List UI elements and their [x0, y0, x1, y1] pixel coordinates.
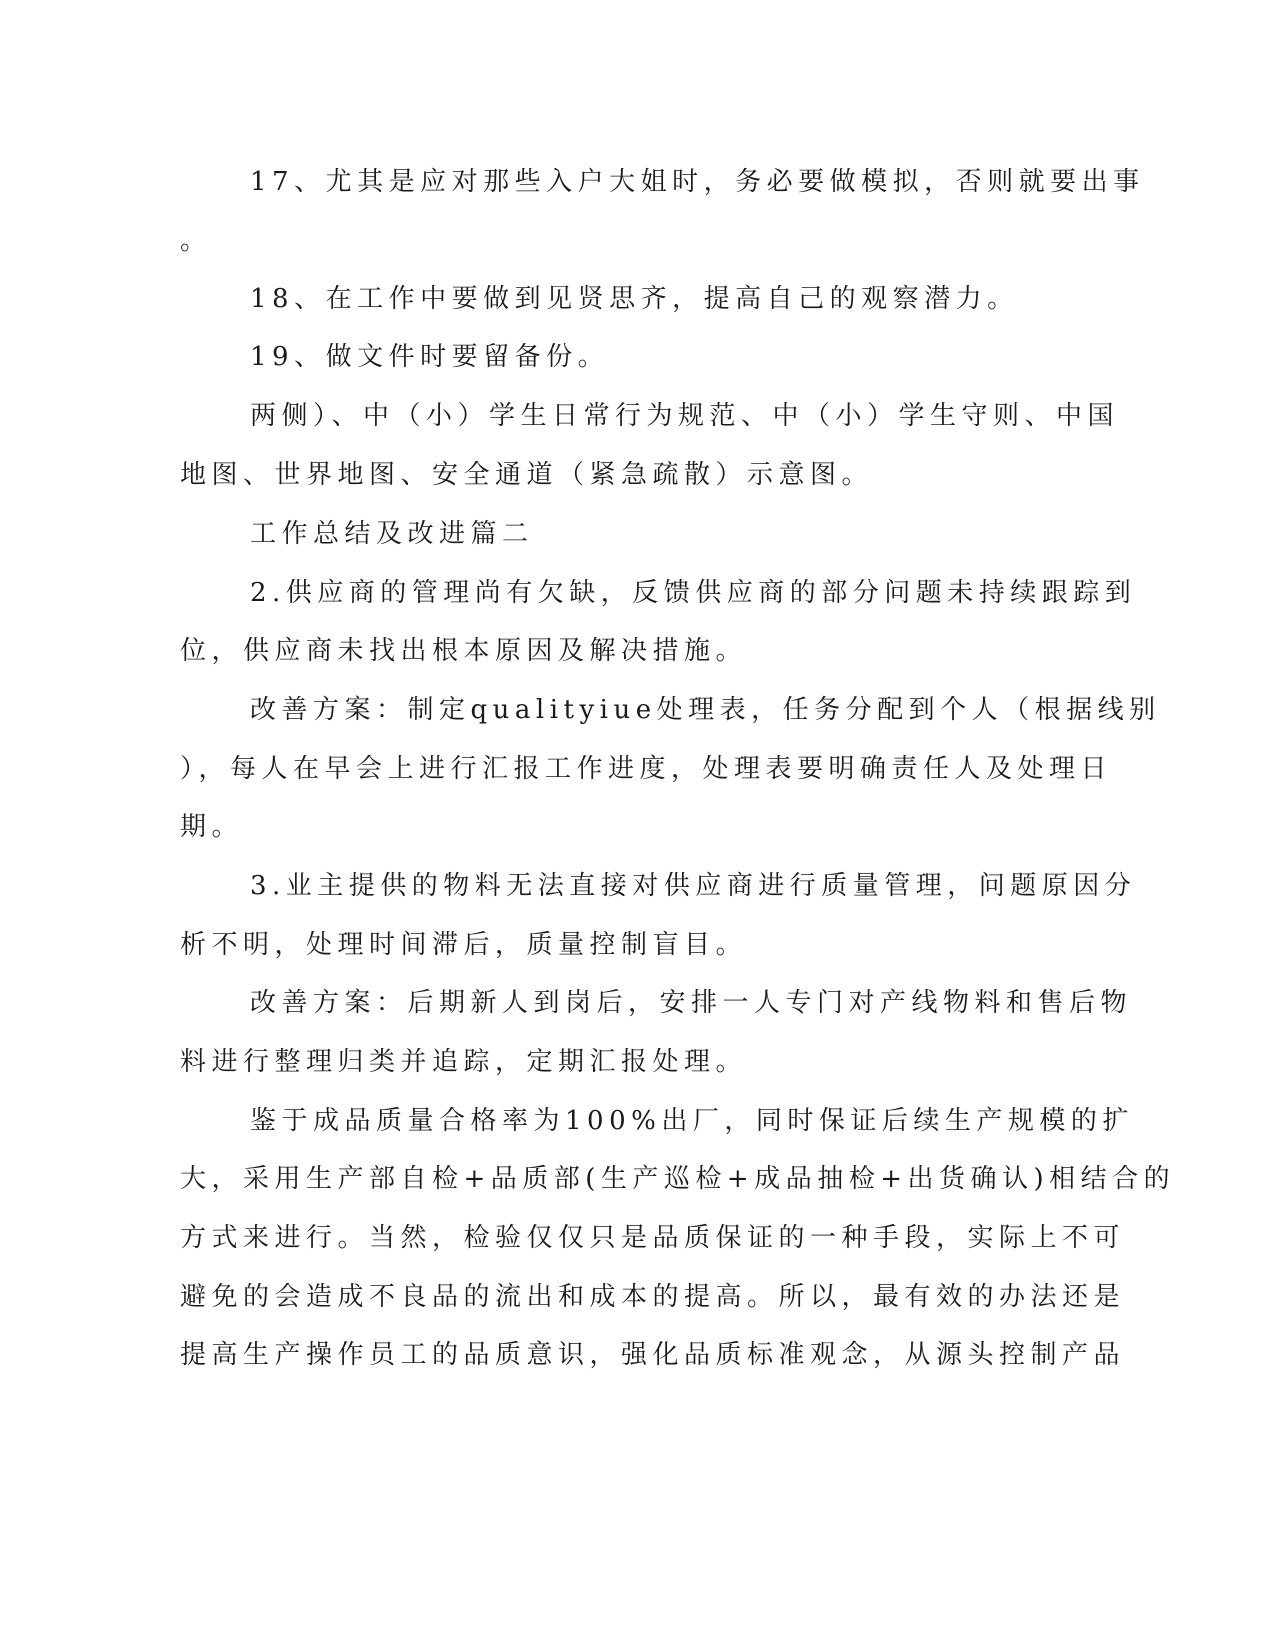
text-line-item-19: 19、做文件时要留备份。	[250, 342, 610, 372]
text-line-quality-e: 提高生产操作员工的品质意识，强化品质标准观念，从源头控制产品	[180, 1340, 1126, 1370]
text-line-wall-items-2: 地图、世界地图、安全通道（紧急疏散）示意图。	[180, 460, 874, 490]
text-line-plan-1-c: 期。	[180, 812, 244, 842]
text-line-quality-a: 鉴于成品质量合格率为100%出厂，同时保证后续生产规模的扩	[250, 1106, 1134, 1136]
section-heading: 工作总结及改进篇二	[250, 519, 534, 549]
text-line-issue-3-a: 3.业主提供的物料无法直接对供应商进行质量管理，问题原因分	[250, 871, 1137, 901]
text-line-quality-c: 方式来进行。当然，检验仅仅只是品质保证的一种手段，实际上不可	[180, 1223, 1126, 1253]
text-line-item-17-end: 。	[180, 226, 212, 256]
text-line-wall-items-1: 两侧）、中（小）学生日常行为规范、中（小）学生守则、中国	[250, 401, 1120, 431]
text-line-plan-2-a: 改善方案：后期新人到岗后，安排一人专门对产线物料和售后物	[250, 988, 1133, 1018]
text-line-plan-2-b: 料进行整理归类并追踪，定期汇报处理。	[180, 1047, 748, 1077]
text-line-plan-1-b: ），每人在早会上进行汇报工作进度，处理表要明确责任人及处理日	[180, 754, 1113, 784]
text-line-issue-3-b: 析不明，处理时间滞后，质量控制盲目。	[180, 930, 748, 960]
text-line-quality-b: 大，采用生产部自检+品质部(生产巡检+成品抽检+出货确认)相结合的	[180, 1164, 1176, 1194]
text-line-issue-2-a: 2.供应商的管理尚有欠缺，反馈供应商的部分问题未持续跟踪到	[250, 578, 1137, 608]
text-line-issue-2-b: 位，供应商未找出根本原因及解决措施。	[180, 636, 748, 666]
text-line-quality-d: 避免的会造成不良品的流出和成本的提高。所以，最有效的办法还是	[180, 1282, 1126, 1312]
text-line-item-17: 17、尤其是应对那些入户大姐时，务必要做模拟，否则就要出事	[250, 167, 1145, 197]
text-line-item-18: 18、在工作中要做到见贤思齐，提高自己的观察潜力。	[250, 284, 1019, 314]
text-line-plan-1-a: 改善方案：制定qualityiue处理表，任务分配到个人（根据线别	[250, 695, 1161, 725]
